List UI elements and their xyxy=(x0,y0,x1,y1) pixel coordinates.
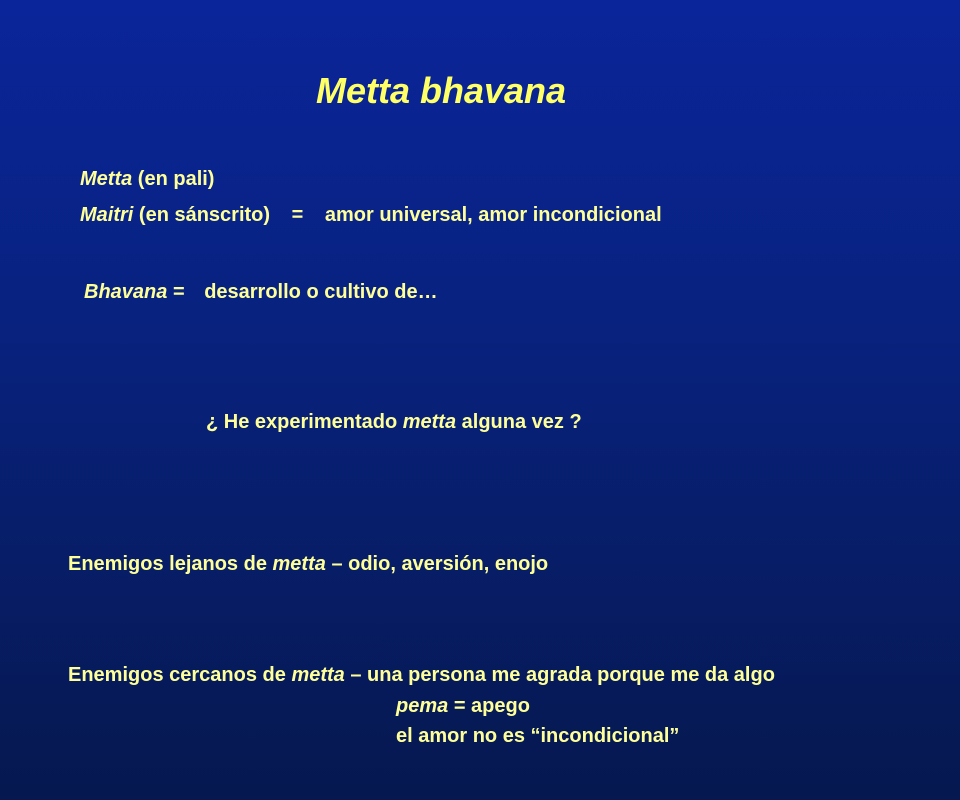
bhavana-definition-line xyxy=(84,280,438,304)
near-enemies-prefix: Enemigos cercanos de xyxy=(68,664,286,686)
pema-line xyxy=(396,694,530,718)
maitri-language: (en sánscrito) xyxy=(138,204,271,226)
metta-language: (en pali) xyxy=(137,168,215,190)
maitri-term: Maitri xyxy=(80,204,134,226)
metta-definition-line xyxy=(80,167,214,191)
unconditional-love-line: el amor no es “incondicional” xyxy=(396,725,680,747)
question-prefix: ¿ He experimentado xyxy=(206,411,398,433)
question-suffix: alguna vez ? xyxy=(461,411,582,433)
pema-rest: = apego xyxy=(453,695,530,717)
bhavana-equals: = xyxy=(172,281,185,303)
near-enemies-suffix: – una persona me agrada porque me da algo xyxy=(350,664,775,686)
far-enemies-suffix: – odio, aversión, enojo xyxy=(331,553,549,575)
question-line xyxy=(206,410,582,434)
bhavana-meaning: desarrollo o cultivo de… xyxy=(204,281,438,303)
maitri-meaning: amor universal, amor incondicional xyxy=(324,204,662,226)
pema-term: pema xyxy=(396,695,449,717)
far-enemies-prefix: Enemigos lejanos de xyxy=(68,553,267,575)
maitri-equals: = xyxy=(291,204,304,226)
far-enemies-line xyxy=(68,552,548,576)
far-enemies-term: metta xyxy=(272,553,326,575)
metta-term: Metta xyxy=(80,168,133,190)
near-enemies-line xyxy=(68,663,775,687)
near-enemies-term: metta xyxy=(291,664,345,686)
maitri-definition-line xyxy=(80,203,662,227)
question-term: metta xyxy=(402,411,457,433)
bhavana-term: Bhavana xyxy=(84,281,168,303)
slide-title: Metta bhavana xyxy=(316,70,567,111)
